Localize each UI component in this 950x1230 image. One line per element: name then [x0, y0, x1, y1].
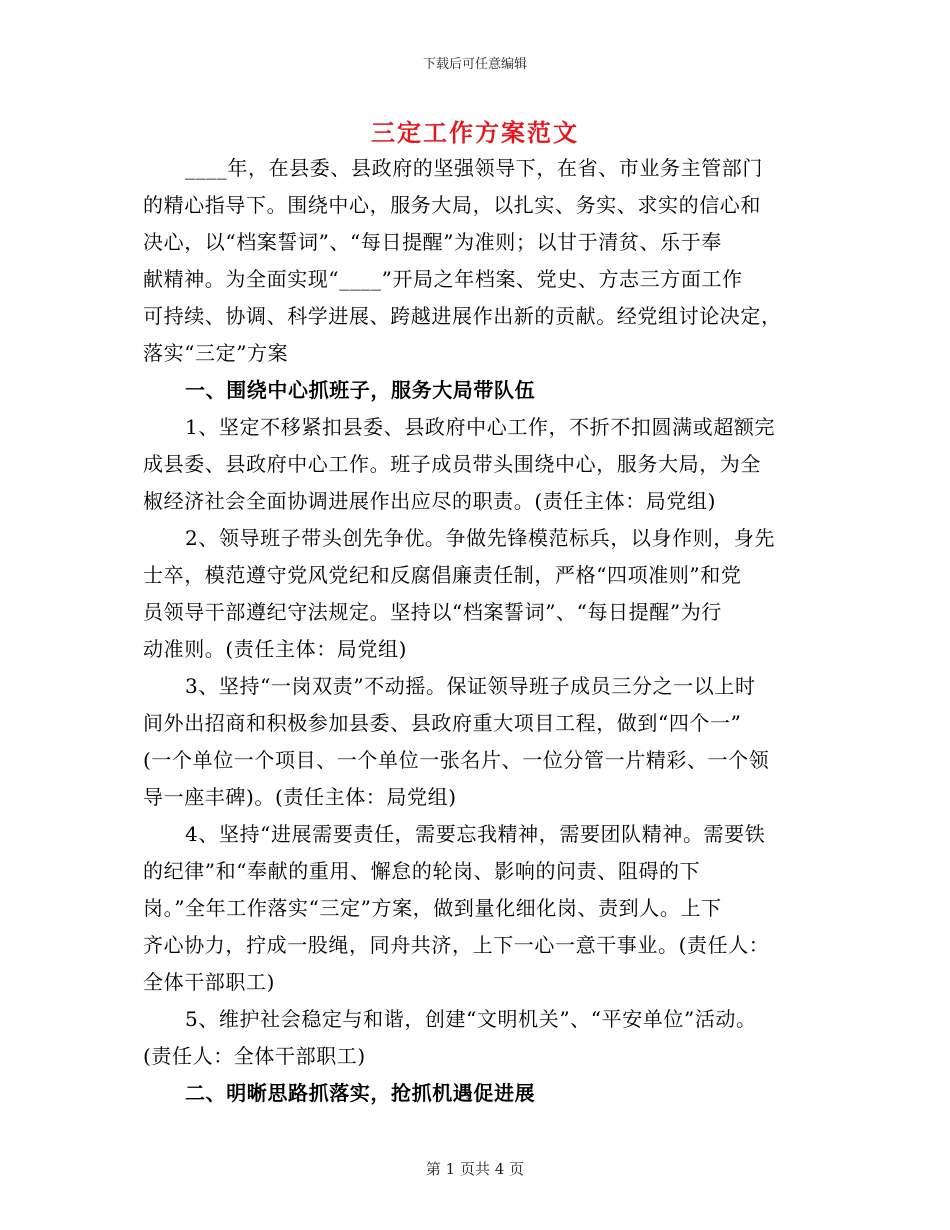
paragraph-line: 5、维护社会稳定与和谐，创建“文明机关”、“平安单位”活动。	[185, 1007, 757, 1031]
paragraph-line: 的纪律”和“奉献的重用、懈怠的轮岗、影响的问责、阻碍的下	[143, 859, 701, 883]
section-heading: 二、明晰思路抓落实，抢抓机遇促进展	[185, 1081, 536, 1105]
paragraph-line: 椒经济社会全面协调进展作出应尽的职责。(责任主体：局党组)	[143, 489, 717, 513]
paragraph-line: 间外出招商和积极参加县委、县政府重大项目工程，做到“四个一”	[143, 711, 742, 735]
paragraph-line: 员领导干部遵纪守法规定。坚持以“档案誓词”、“每日提醒”为行	[143, 600, 722, 624]
paragraph-line: 3、坚持“一岗双责”不动摇。保证领导班子成员三分之一以上时	[185, 674, 756, 698]
section-heading: 一、围绕中心抓班子，服务大局带队伍	[185, 378, 536, 402]
paragraph-line: 献精神。为全面实现“____”开局之年档案、党史、方志三方面工作	[143, 267, 743, 291]
paragraph-line: 动准则。(责任主体：局党组)	[143, 637, 408, 661]
paragraph-line: 可持续、协调、科学进展、跨越进展作出新的贡献。经党组讨论决定，	[143, 304, 782, 328]
paragraph-line: 全体干部职工)	[143, 970, 276, 994]
paragraph-line: 落实“三定”方案	[143, 341, 289, 365]
paragraph-line: 成县委、县政府中心工作。班子成员带头围绕中心，服务大局，为全	[143, 452, 761, 476]
paragraph-line: 4、坚持“进展需要责任，需要忘我精神，需要团队精神。需要铁	[185, 822, 766, 846]
paragraph-line: 2、领导班子带头创先争优。争做先锋模范标兵，以身作则，身先	[185, 526, 776, 550]
page-footer: 第 1 页共 4 页	[425, 1160, 525, 1178]
paragraph-line: 士卒，模范遵守党风党纪和反腐倡廉责任制，严格“四项准则”和党	[143, 563, 742, 587]
document-title: 三定工作方案范文	[371, 118, 579, 147]
paragraph-line: 岗。”全年工作落实“三定”方案，做到量化细化岗、责到人。上下	[143, 896, 722, 920]
paragraph-line: 决心，以“档案誓词”、“每日提醒”为准则；以甘于清贫、乐于奉	[143, 230, 722, 254]
paragraph-line: 导一座丰碑)。(责任主体：局党组)	[143, 785, 457, 809]
header-note: 下载后可任意编辑	[422, 57, 527, 72]
paragraph-line: ____年，在县委、县政府的坚强领导下，在省、市业务主管部门	[185, 156, 763, 180]
paragraph-line: 的精心指导下。围绕中心，服务大局，以扎实、务实、求实的信心和	[143, 193, 761, 217]
paragraph-line: 齐心协力，拧成一股绳，同舟共济，上下一心一意干事业。(责任人：	[143, 933, 770, 957]
paragraph-line: 1、坚定不移紧扣县委、县政府中心工作，不折不扣圆满或超额完	[185, 415, 776, 439]
document-body	[143, 150, 809, 1112]
paragraph-line: (一个单位一个项目、一个单位一张名片、一位分管一片精彩、一个领	[143, 748, 770, 772]
paragraph-line: (责任人：全体干部职工)	[143, 1044, 366, 1068]
